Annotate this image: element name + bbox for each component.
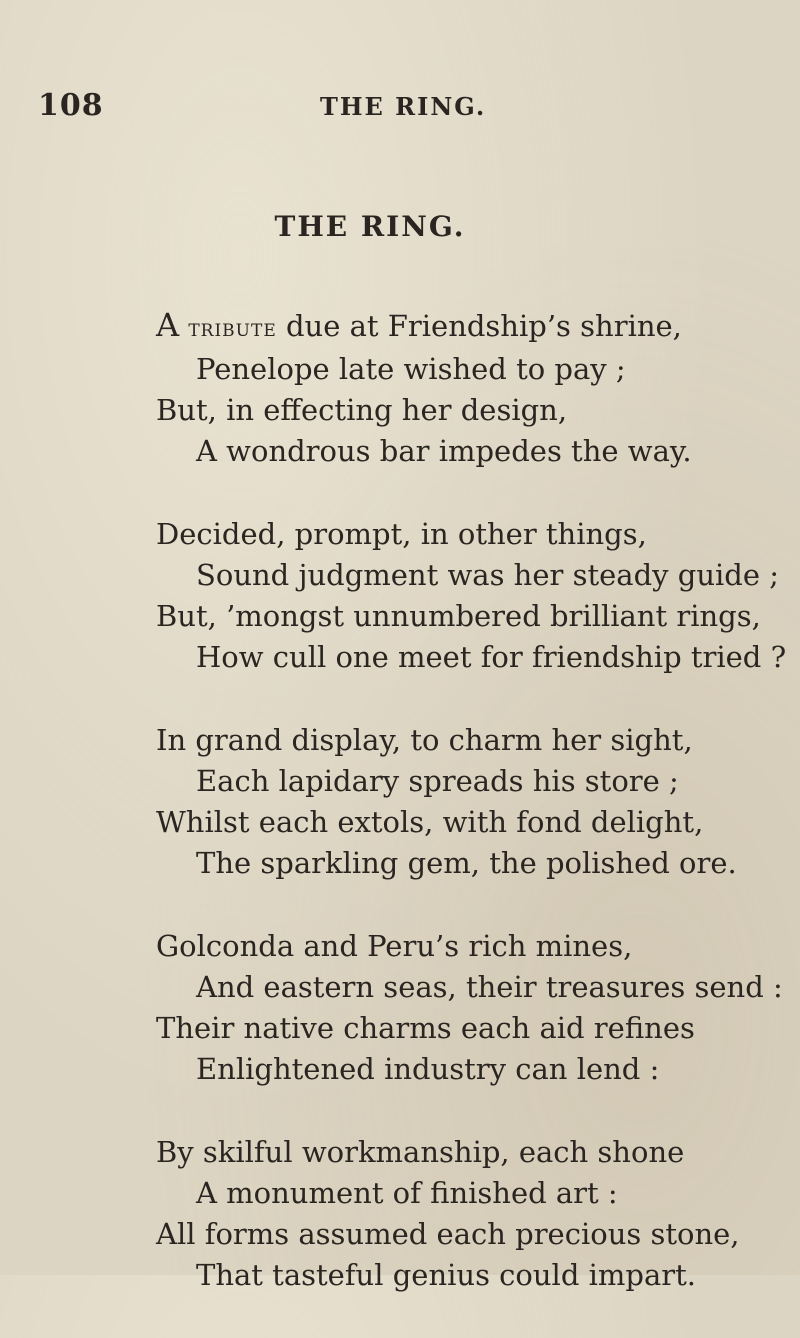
stanza-5 [0,1132,800,1296]
page-number: 108 [38,88,104,123]
poem-line: All forms assumed each precious stone, [156,1217,740,1251]
poem-body [0,305,800,1338]
poem-line: Penelope late wished to pay ; [196,352,626,386]
stanza-3 [0,720,800,884]
running-head [0,88,800,128]
initial-letter: A [156,306,180,344]
poem-line: Whilst each extols, with fond delight, [156,805,704,839]
poem-title: THE RING. [274,210,466,243]
poem-line: And eastern seas, their treasures send : [196,970,783,1004]
poem-line: Their native charms each aid refines [156,1011,695,1045]
poem-line: A monument of finished art : [196,1176,618,1210]
poem-line: That tasteful genius could impart. [196,1258,696,1292]
running-title: THE RING. [320,92,487,121]
poem-line: But, ’mongst unnumbered brilliant rings, [156,599,761,633]
poem-line: Each lapidary spreads his store ; [196,764,679,798]
first-line-rest: due at Friendship’s shrine, [276,309,682,343]
poem-line: But, in effecting her design, [156,393,568,427]
stanza-1 [0,305,800,472]
poem-line: Decided, prompt, in other things, [156,517,647,551]
poem-line: Sound judgment was her steady guide ; [196,558,779,592]
smallcaps-word: tribute [188,314,277,342]
stanza-4 [0,926,800,1090]
poem-line: How cull one meet for friendship tried ? [196,640,787,674]
stanza-2 [0,514,800,678]
poem-line: Enlightened industry can lend : [196,1052,660,1086]
poem-line: Golconda and Peru’s rich mines, [156,929,633,963]
poem-line [0,305,800,349]
poem-line: In grand display, to charm her sight, [156,723,693,757]
poem-line: By skilful workmanship, each shone [156,1135,685,1169]
poem-line: A wondrous bar impedes the way. [196,434,692,468]
poem-line: The sparkling gem, the polished ore. [196,846,737,880]
